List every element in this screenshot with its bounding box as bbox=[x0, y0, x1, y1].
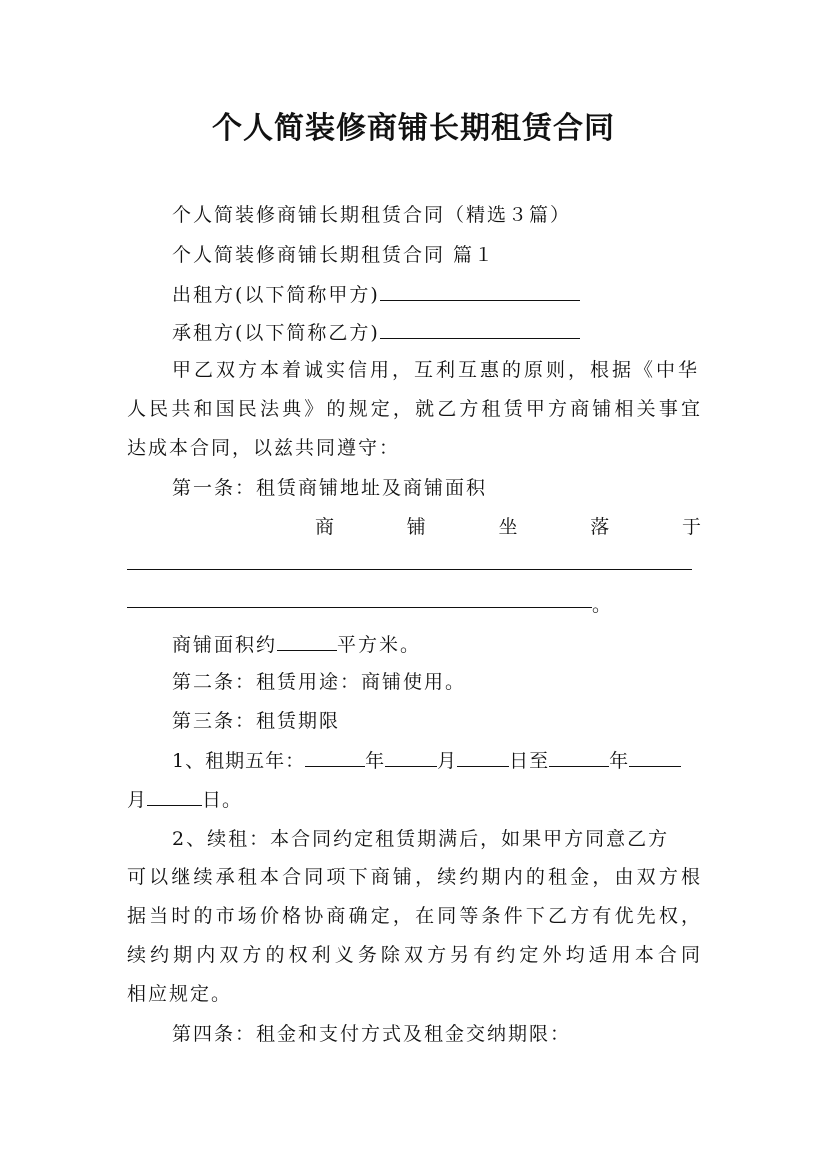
area-unit: 平方米。 bbox=[337, 634, 422, 656]
term-label: 1、租期五年： bbox=[172, 750, 306, 772]
lessor-line bbox=[172, 280, 580, 307]
day-end-label: 日。 bbox=[202, 789, 243, 811]
lessor-blank bbox=[380, 283, 580, 301]
document-title: 个人简装修商铺长期租赁合同 bbox=[212, 111, 615, 146]
date-blank bbox=[629, 749, 681, 767]
day-to-label: 日至 bbox=[509, 750, 550, 772]
year-label: 年 bbox=[609, 750, 630, 772]
address-end: 。 bbox=[592, 594, 614, 616]
year-label: 年 bbox=[365, 750, 386, 772]
area-label: 商铺面积约 bbox=[172, 634, 278, 656]
term-line bbox=[172, 746, 681, 773]
address-blank-1 bbox=[127, 569, 692, 570]
area-line bbox=[172, 630, 421, 657]
date-blank bbox=[385, 749, 437, 767]
spread-char: 坐 bbox=[498, 516, 518, 538]
lessee-label: 承租方(以下简称乙方) bbox=[172, 322, 380, 344]
renewal-line: 据当时的市场价格协商确定，在同等条件下乙方有优先权， bbox=[127, 905, 702, 927]
spread-char: 于 bbox=[681, 516, 701, 538]
lessee-blank bbox=[380, 321, 580, 339]
lessor-label: 出租方(以下简称甲方) bbox=[172, 284, 380, 306]
renewal-line: 相应规定。 bbox=[127, 983, 233, 1005]
date-blank bbox=[305, 749, 365, 767]
renewal-line: 可以继续承租本合同项下商铺，续约期内的租金，由双方根 bbox=[127, 866, 702, 888]
date-blank bbox=[457, 749, 509, 767]
article-1-heading: 第一条：租赁商铺地址及商铺面积 bbox=[172, 477, 488, 499]
paragraph-line: 达成本合同，以兹共同遵守： bbox=[127, 437, 401, 459]
renewal-line: 2、续租：本合同约定租赁期满后，如果甲方同意乙方 bbox=[172, 828, 670, 850]
article-3-heading: 第三条：租赁期限 bbox=[172, 710, 341, 732]
article-2-heading: 第二条：租赁用途：商铺使用。 bbox=[172, 671, 467, 693]
subtitle-line: 个人简装修商铺长期租赁合同（精选３篇） bbox=[172, 204, 572, 226]
paragraph-line: 人民共和国民法典》的规定，就乙方租赁甲方商铺相关事宜 bbox=[127, 398, 702, 420]
spread-char: 落 bbox=[590, 516, 610, 538]
renewal-line: 续约期内双方的权利义务除双方另有约定外均适用本合同 bbox=[127, 944, 702, 966]
lessee-line bbox=[172, 318, 580, 345]
area-blank bbox=[277, 633, 337, 651]
paragraph-line: 甲乙双方本着诚实信用，互利互惠的原则，根据《中华 bbox=[172, 359, 701, 381]
spread-char: 商 bbox=[315, 516, 335, 538]
date-blank bbox=[549, 749, 609, 767]
article-4-heading: 第四条：租金和支付方式及租金交纳期限： bbox=[172, 1023, 572, 1045]
month-label: 月 bbox=[437, 750, 458, 772]
address-blank-2 bbox=[127, 607, 592, 608]
month-label: 月 bbox=[127, 789, 148, 811]
term-line-cont bbox=[127, 785, 242, 812]
spread-char: 铺 bbox=[406, 516, 426, 538]
address-spread-line bbox=[315, 512, 701, 539]
section-heading: 个人简装修商铺长期租赁合同 篇１ bbox=[172, 244, 496, 266]
date-blank bbox=[147, 788, 202, 806]
